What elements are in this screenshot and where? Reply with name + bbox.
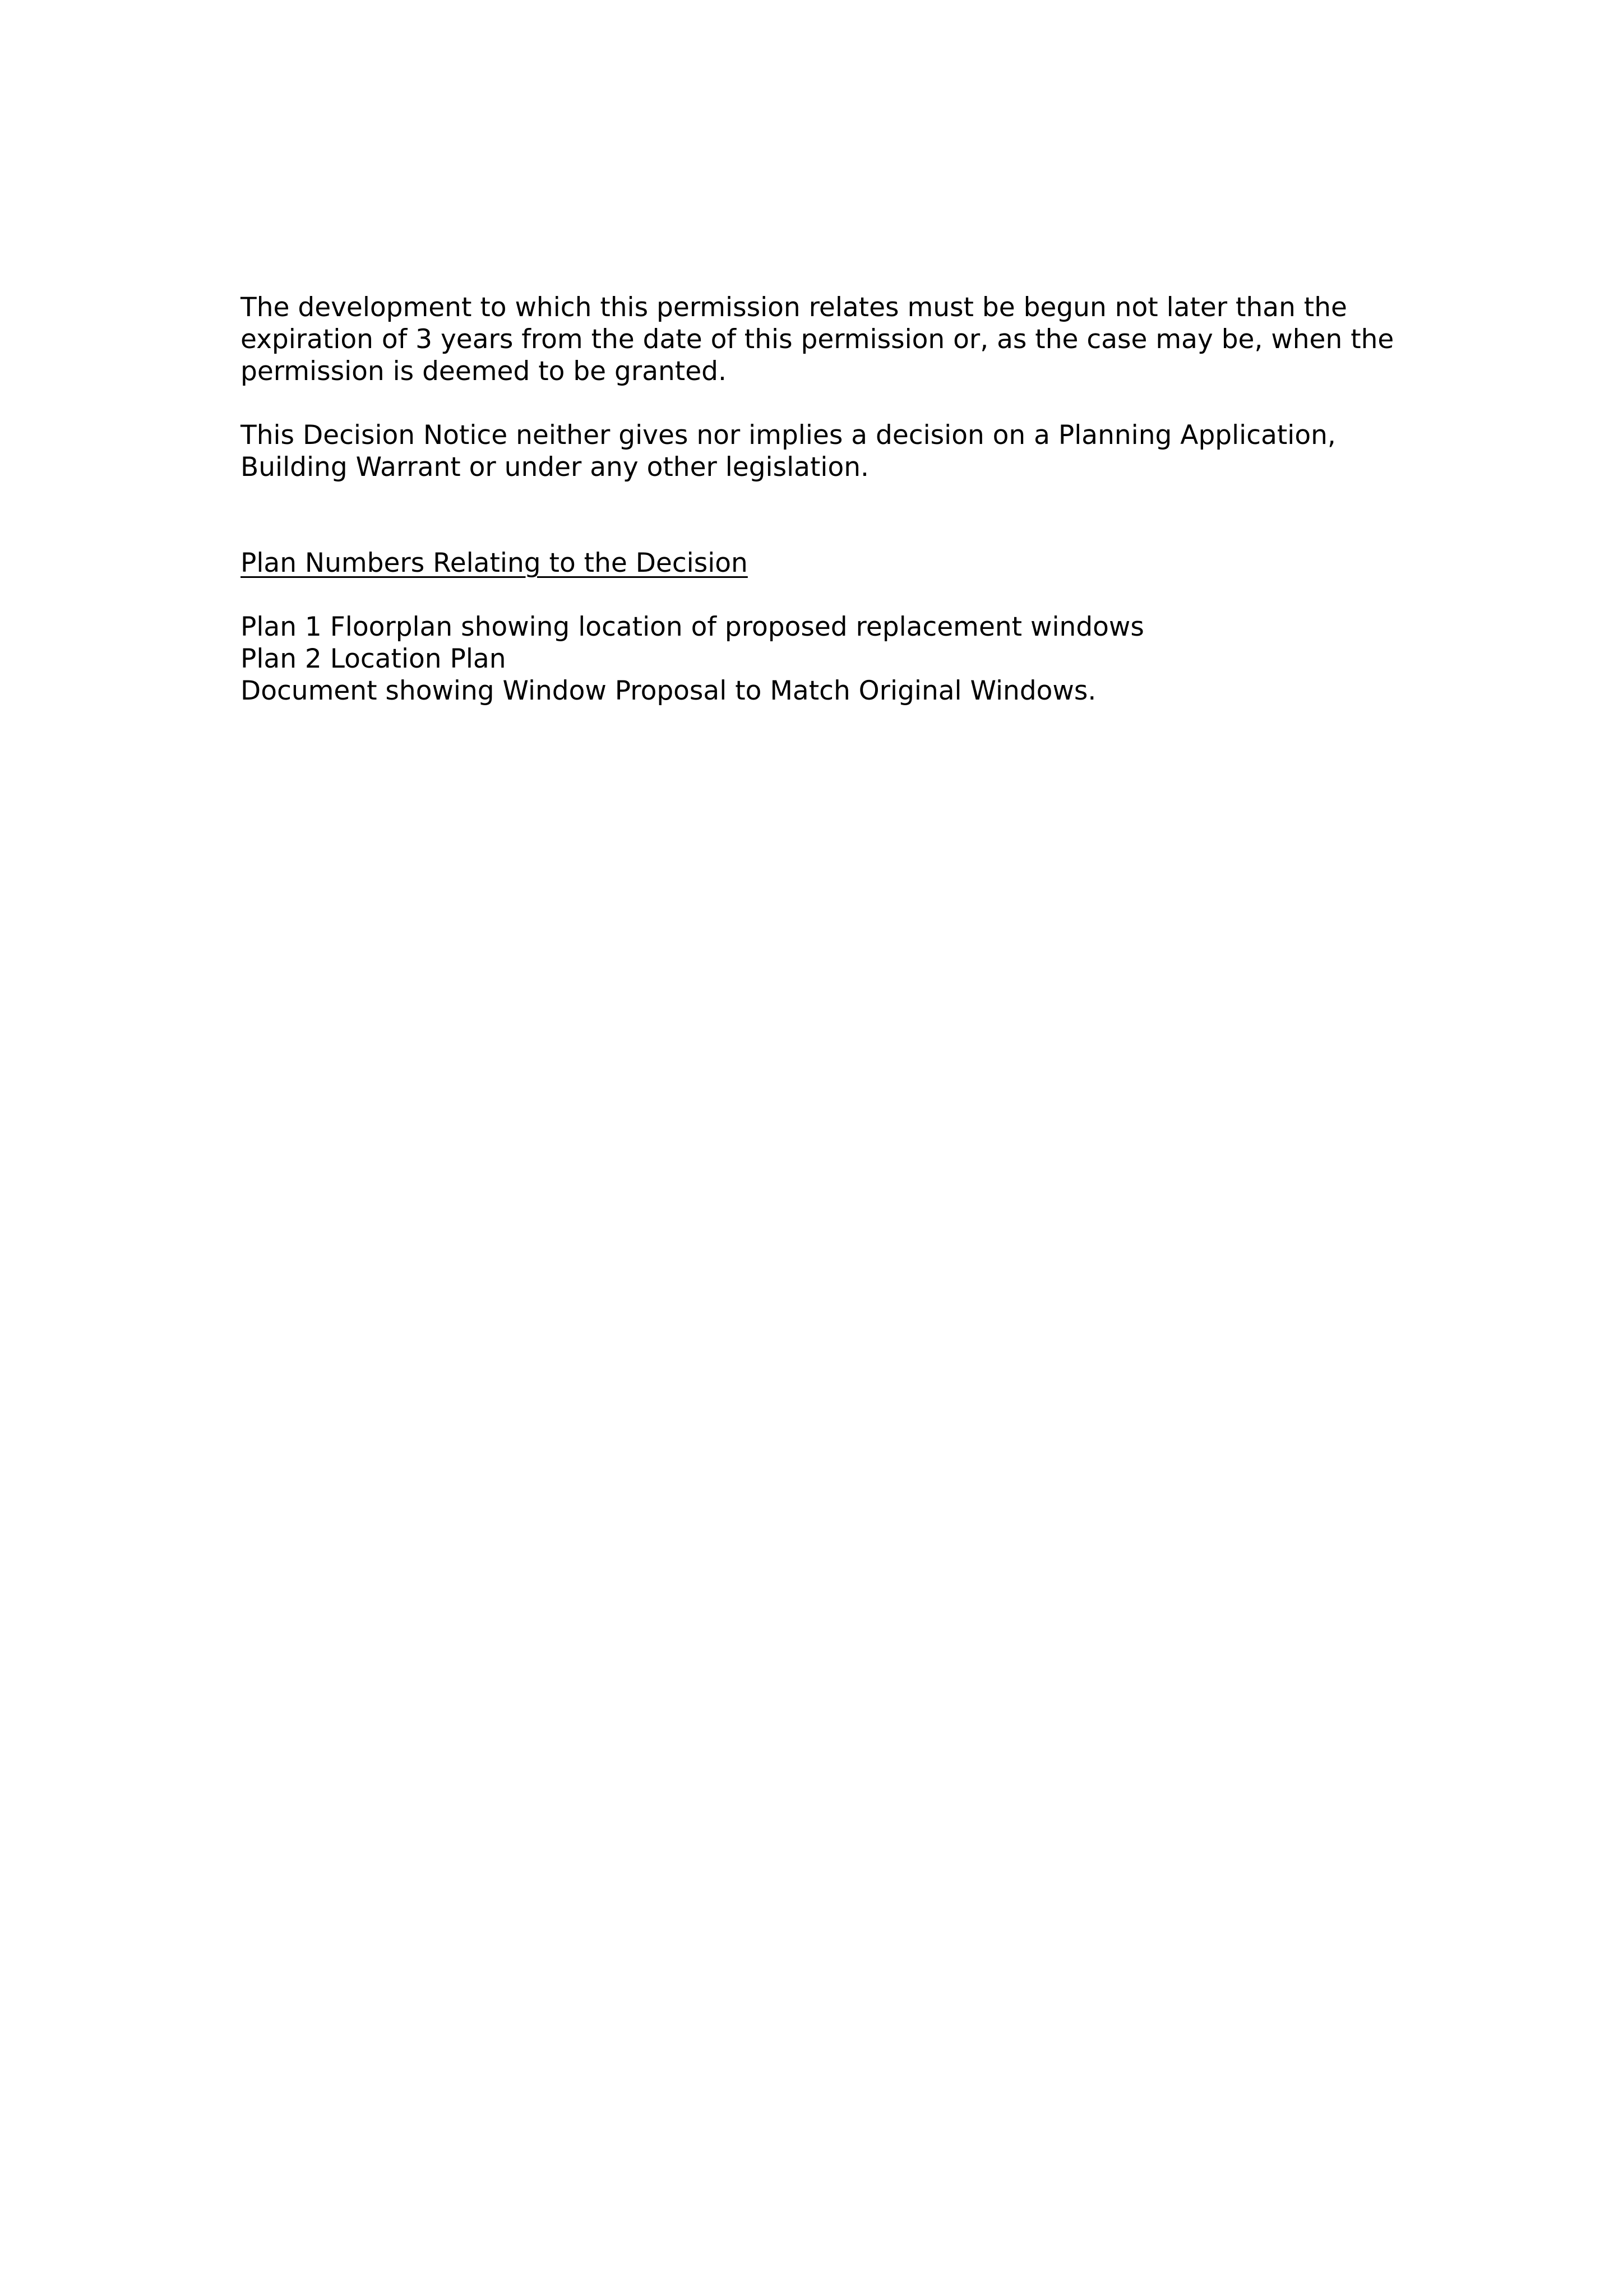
plan-list-item: Plan 1 Floorplan showing location of proposed replacement windows (241, 612, 1144, 642)
permission-duration-paragraph: The development to which this permission relates must be begun not later than the expiration of 3 years from the date of this permission or, as the case may be, when the permission is deemed to be granted. (241, 292, 1394, 387)
paragraph-spacer (241, 387, 1407, 419)
decision-notice-disclaimer-paragraph: This Decision Notice neither gives nor implies a decision on a Planning Application, Building Warrant or under any other legislation. (241, 420, 1336, 483)
heading-spacer (241, 579, 1407, 611)
plan-list-item: Document showing Window Proposal to Match Original Windows. (241, 675, 1097, 706)
plan-list (241, 611, 1407, 707)
plan-list-item: Plan 2 Location Plan (241, 644, 506, 674)
document-body (241, 291, 1407, 707)
plan-numbers-heading: Plan Numbers Relating to the Decision (241, 548, 748, 578)
section-spacer (241, 483, 1407, 547)
